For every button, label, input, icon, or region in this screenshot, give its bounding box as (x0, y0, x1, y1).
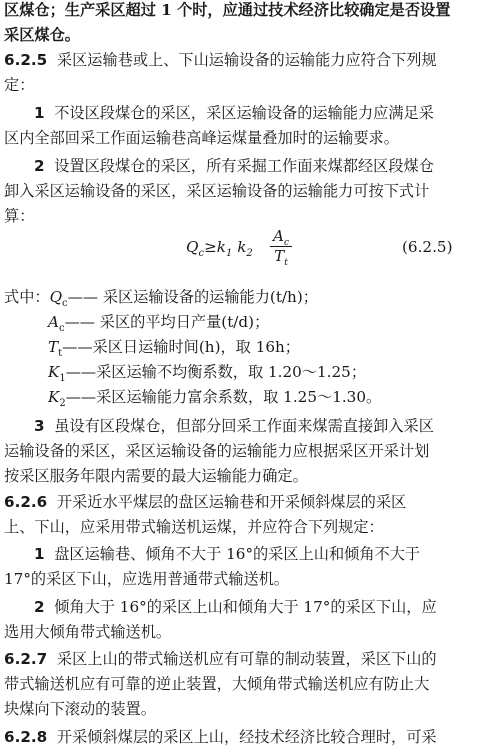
definition-k1: $K_1——$采区运输不均衡系数，取 1.20～1.25； (48, 363, 367, 385)
item-3 (34, 416, 434, 436)
text-line: 采区煤仓。 (4, 26, 80, 44)
text-line: 算： (4, 207, 35, 225)
text-line: 块煤向下滚动的装置。 (4, 700, 156, 718)
equation-number: (6.2.5) (402, 238, 453, 256)
item-text: 设置区段煤仓的采区，所有采掘工作面来煤都经区段煤仓 (54, 157, 434, 175)
text-line: 按采区服务年限内需要的最大运输能力确定。 (4, 467, 308, 485)
item-number: 2 (34, 157, 45, 175)
text-line: 选用大倾角带式输送机。 (4, 623, 172, 641)
clause-number: 6.2.7 (4, 650, 48, 668)
clause-text: 采区上山的带式输送机应有可靠的制动装置，采区下山的 (56, 650, 437, 668)
clause-6-2-5 (4, 50, 437, 70)
text-line: 运输设备的采区，采区运输设备的运输能力应根据采区开采计划 (4, 442, 430, 460)
text-line: 区煤仓；生产采区超过 1 个时，应通过技术经济比较确定是否设置 (4, 1, 451, 19)
item-text: 不设区段煤仓的采区，采区运输设备的运输能力应满足采 (54, 104, 434, 122)
definition-qc: 式中：$Q_c——$ 采区运输设备的运输能力(t/h)； (4, 288, 318, 310)
formula-lhs: $Q_c\ge k_1$ $k_2$ (186, 238, 253, 260)
item-number: 3 (34, 417, 45, 435)
text-line: 定： (4, 76, 35, 94)
definition-tt: $T_t——$采区日运输时间(h)，取 16h； (48, 338, 300, 360)
item-number: 1 (34, 545, 45, 563)
text-line: 卸入采区运输设备的采区，采区运输设备的运输能力可按下式计 (4, 182, 430, 200)
text-line: 区内全部回采工作面运输巷高峰运煤量叠加时的运输要求。 (4, 129, 399, 147)
text-line: 上、下山，应采用带式输送机运煤，并应符合下列规定： (4, 518, 384, 536)
denominator: $T_t$ (274, 247, 288, 269)
clause-text: 开采倾斜煤层的采区上山，经技术经济比较合理时，可采 (56, 728, 437, 746)
numerator: $A_c$ (272, 227, 289, 249)
definition-k2: $K_2——$采区运输能力富余系数，取 1.25～1.30。 (48, 388, 382, 410)
clause-number: 6.2.6 (4, 493, 48, 511)
item-text: 虽设有区段煤仓，但部分回采工作面来煤需直接卸入采区 (54, 417, 434, 435)
item-text: 盘区运输巷、倾角不大于 16°的采区上山和倾角不大于 (54, 545, 421, 563)
formula-fraction (270, 227, 292, 269)
clause-text: 采区运输巷或上、下山运输设备的运输能力应符合下列规 (56, 51, 437, 69)
clause-6-2-7 (4, 649, 437, 669)
item-2 (34, 156, 434, 176)
text-line: 带式输送机应有可靠的逆止装置，大倾角带式输送机应有防止大 (4, 675, 430, 693)
clause-text: 开采近水平煤层的盘区运输巷和开采倾斜煤层的采区 (56, 493, 407, 511)
definition-ac: $A_c——$ 采区的平均日产量(t/d)； (48, 313, 270, 335)
clause-6-2-8 (4, 727, 437, 747)
item-number: 2 (34, 598, 45, 616)
clause-number: 6.2.5 (4, 51, 48, 69)
formula-6-2-5 (0, 227, 492, 269)
item-1 (34, 103, 434, 123)
item-2 (34, 597, 437, 617)
text-line: 17°的采区下山，应选用普通带式输送机。 (4, 570, 290, 588)
clause-number: 6.2.8 (4, 728, 48, 746)
item-1 (34, 544, 420, 564)
item-number: 1 (34, 104, 45, 122)
item-text: 倾角大于 16°的采区上山和倾角大于 17°的采区下山，应 (54, 598, 437, 616)
clause-6-2-6 (4, 492, 406, 512)
